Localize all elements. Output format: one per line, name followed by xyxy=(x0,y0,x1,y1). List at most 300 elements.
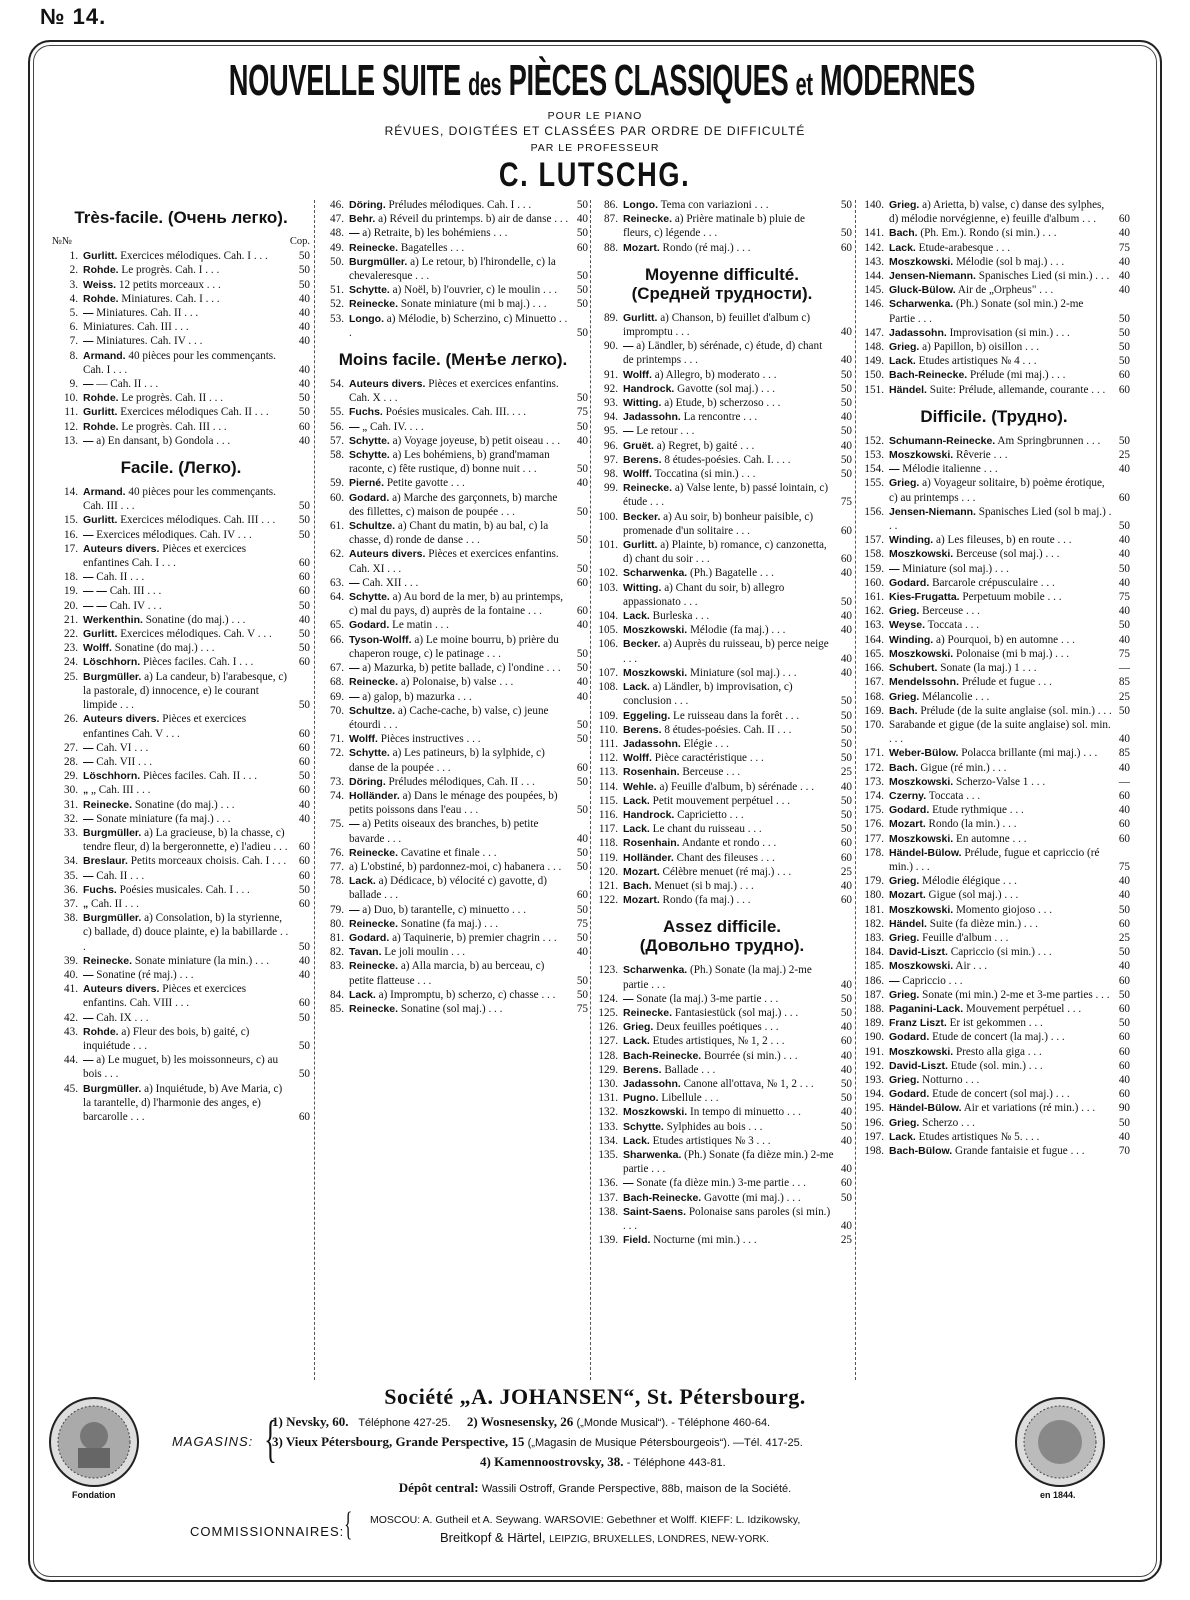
dot-leader: . . . xyxy=(1022,341,1039,354)
dot-leader: . . . xyxy=(889,505,1112,533)
entry-composer: Handrock. xyxy=(623,808,675,821)
dot-leader: . . . xyxy=(1035,676,1052,689)
dot-leader: . . . xyxy=(1047,1031,1065,1044)
entry-body xyxy=(349,618,570,632)
entry-number: 129. xyxy=(598,1063,618,1076)
dot-leader: . . . xyxy=(1080,747,1098,760)
entry-price: 60 xyxy=(298,897,310,910)
entry-composer: Grieg. xyxy=(889,1116,920,1129)
entry-body xyxy=(623,510,834,538)
section-heading xyxy=(52,458,310,477)
entry-price: 50 xyxy=(1118,1116,1130,1129)
entry-composer: — xyxy=(349,903,360,916)
entry-title: Sarabande et gigue (de la suite anglaise) sol. min. xyxy=(889,718,1111,731)
entry-body xyxy=(889,761,1112,775)
catalog-entry xyxy=(318,590,588,618)
entry-price: 50 xyxy=(840,709,852,722)
entry-number: 152. xyxy=(864,434,884,447)
catalog-entry xyxy=(592,1233,852,1247)
entry-number: 128. xyxy=(598,1049,618,1062)
entry-composer: Bach-Reinecke. xyxy=(889,369,968,382)
catalog-entry xyxy=(52,712,310,740)
catalog-entry xyxy=(858,1087,1130,1101)
entry-title: Sonate (la maj.) 1 xyxy=(940,662,1020,675)
entry-title: a) La gracieuse, b) la chasse, c) tendre fleur, d) la bergeronnette, e) l'adieu xyxy=(83,826,285,854)
entry-body xyxy=(83,434,292,448)
dot-leader: . . . xyxy=(432,619,449,632)
entry-composer: — — xyxy=(83,599,107,612)
dot-leader: . . . xyxy=(544,860,562,873)
catalog-entry xyxy=(858,448,1130,462)
entry-composer: Mendelssohn. xyxy=(889,676,960,689)
entry-title: a) Pourquoi, b) en automne xyxy=(936,633,1059,646)
entry-composer: Tyson-Wolff. xyxy=(349,633,412,646)
catalog-entry xyxy=(858,1016,1130,1030)
entry-body xyxy=(623,1233,834,1247)
shop-line xyxy=(272,1434,803,1450)
entry-composer: Longo. xyxy=(623,199,658,211)
entry-title: Air xyxy=(955,960,971,973)
dot-leader: . . . xyxy=(912,860,930,873)
dot-leader: . . . xyxy=(163,727,180,740)
dot-leader: . . . xyxy=(1054,534,1072,547)
dot-leader: . . . xyxy=(270,841,288,854)
dot-leader: . . . xyxy=(202,292,220,305)
entry-composer: — xyxy=(623,992,634,1005)
entry-number: 158. xyxy=(864,548,884,561)
dot-leader: . . . xyxy=(623,652,637,665)
section-heading-line: Moins facile. (Менѣе легко). xyxy=(338,350,568,370)
entry-composer: Saint-Saens. xyxy=(623,1205,687,1218)
section-heading xyxy=(318,350,588,369)
entry-composer: Bach. xyxy=(623,879,652,892)
dot-leader: . . . xyxy=(692,553,710,566)
entry-price: 50 xyxy=(298,770,310,783)
entry-body xyxy=(623,765,834,779)
dot-leader: . . . xyxy=(648,978,666,991)
entry-body xyxy=(83,954,292,968)
entry-title: Pièces faciles. Cah. I xyxy=(142,656,237,669)
entry-price: 40 xyxy=(298,798,310,811)
entry-body xyxy=(83,1053,292,1081)
entry-title: Libellule xyxy=(661,1092,702,1105)
dot-leader: . . . xyxy=(773,453,791,466)
entry-price: 50 xyxy=(840,468,852,481)
entry-body xyxy=(623,808,834,822)
catalog-entry xyxy=(52,584,310,598)
entry-number: 154. xyxy=(864,463,884,476)
catalog-entry xyxy=(52,769,310,783)
entry-composer: Lack. xyxy=(889,241,916,254)
page-title xyxy=(0,56,1190,106)
entry-number: 86. xyxy=(604,199,618,211)
entry-body xyxy=(889,1144,1112,1158)
entry-body xyxy=(623,1034,834,1048)
entry-body xyxy=(83,627,292,641)
entry-price: 75 xyxy=(1118,647,1130,660)
catalog-entry xyxy=(858,604,1130,618)
entry-composer: Lack. xyxy=(623,610,650,623)
entry-number: 111. xyxy=(599,737,618,750)
dot-leader: . . . xyxy=(1092,270,1110,283)
entry-title: a) Les fileuses, b) en route xyxy=(936,534,1055,547)
entry-price: 75 xyxy=(576,917,588,930)
catalog-entry xyxy=(592,339,852,367)
entry-title: Etudes artistiques № 4 xyxy=(918,355,1020,368)
entry-composer: — — xyxy=(83,585,107,598)
entry-title: Exercices mélodiques. Cah. IV xyxy=(96,528,235,541)
entry-composer: Reinecke. xyxy=(623,482,673,495)
entry-number: 130. xyxy=(598,1077,618,1090)
entry-number: 151. xyxy=(864,383,884,396)
entry-number: 78. xyxy=(330,875,344,888)
dot-leader: . . . xyxy=(1036,284,1054,297)
entry-title: Sonatine (do maj.) xyxy=(114,642,198,655)
dot-leader: . . . xyxy=(117,500,135,513)
entry-number: 77. xyxy=(330,860,344,873)
section-heading xyxy=(52,208,310,227)
dot-leader: . . . xyxy=(779,666,797,679)
entry-number: 135. xyxy=(598,1148,618,1161)
shops-label: MAGASINS: xyxy=(172,1434,254,1449)
entry-price: 75 xyxy=(576,406,588,419)
entry-composer: Schytte. xyxy=(349,434,390,447)
entry-composer: Rosenhain. xyxy=(623,766,680,779)
dot-leader: . . . xyxy=(258,514,276,527)
entry-title: Le retour xyxy=(636,425,678,438)
entry-body xyxy=(623,822,834,836)
entry-composer: Godard. xyxy=(349,931,390,944)
entry-number: 110. xyxy=(598,723,618,736)
entry-title: Le progrès. Cah. II xyxy=(121,392,207,405)
entry-price: 60 xyxy=(576,761,588,774)
entry-title: Grande fantaisie et fugue xyxy=(955,1145,1068,1157)
dot-leader: . . . xyxy=(767,1035,785,1048)
entry-number: 49. xyxy=(330,241,344,254)
entry-composer: — xyxy=(83,528,94,541)
dot-leader: . . . xyxy=(789,1177,806,1190)
entry-title: Prélude (mi maj.) xyxy=(970,369,1049,382)
catalog-entry xyxy=(592,836,852,850)
entry-body xyxy=(349,661,570,675)
dot-leader: . . . xyxy=(992,562,1009,575)
catalog-entry xyxy=(592,1020,852,1034)
entry-price: 50 xyxy=(576,270,588,283)
entry-title: Etude de concert (sol maj.) xyxy=(932,1088,1053,1101)
entry-price: 50 xyxy=(576,733,588,746)
catalog-entry xyxy=(52,911,310,954)
entry-body xyxy=(889,462,1112,476)
dot-leader: . . . xyxy=(1022,1130,1040,1143)
entry-body xyxy=(623,467,834,481)
entry-number: 1. xyxy=(69,250,78,263)
entry-body xyxy=(889,945,1112,959)
entry-price: 40 xyxy=(1118,633,1130,646)
entry-body xyxy=(349,590,570,618)
catalog-entry xyxy=(858,1059,1130,1073)
entry-composer: — xyxy=(889,463,900,476)
entry-price: 50 xyxy=(298,628,310,641)
entry-number: 3. xyxy=(69,278,78,291)
entry-body xyxy=(889,1101,1112,1115)
entry-body xyxy=(349,690,570,704)
entry-title: Préludes mélodiques, Cah. II xyxy=(388,775,519,788)
dot-leader: . . . xyxy=(122,897,139,910)
dot-leader: . . . xyxy=(1025,1059,1043,1072)
entry-price: 50 xyxy=(576,392,588,405)
entry-number: 147. xyxy=(864,326,884,339)
entry-composer: Scharwenka. xyxy=(623,964,688,977)
entry-number: 171. xyxy=(864,747,884,760)
entry-title: Mélancolie xyxy=(922,690,973,703)
dot-leader: . . . xyxy=(509,903,527,916)
entry-title: Sonate miniature (fa maj.) xyxy=(96,812,214,825)
entry-body xyxy=(889,283,1112,297)
entry-price: 50 xyxy=(298,1011,310,1024)
entry-body xyxy=(349,283,570,297)
dot-leader: . . . xyxy=(251,250,268,263)
entry-number: 83. xyxy=(330,960,344,973)
entry-number: 82. xyxy=(330,946,344,959)
entry-title: Rondo (fa maj.) xyxy=(662,894,734,907)
dot-leader: . . . xyxy=(484,647,501,660)
entry-composer: Mozart. xyxy=(623,894,660,907)
entry-body xyxy=(83,405,292,419)
catalog-entry xyxy=(318,746,588,774)
entry-title: Capriccio (si min.) xyxy=(950,946,1035,959)
entry-price: 40 xyxy=(840,780,852,793)
entry-title: Polonaise (mi b maj.) xyxy=(955,647,1053,660)
entry-body xyxy=(83,320,292,334)
dot-leader: . . . xyxy=(252,954,270,967)
entry-body xyxy=(623,566,834,580)
catalog-entry xyxy=(592,794,852,808)
entry-price: 50 xyxy=(576,505,588,518)
dot-leader: . . . xyxy=(796,1077,814,1090)
dot-leader: . . . xyxy=(83,926,289,953)
entry-price: 40 xyxy=(840,652,852,665)
entry-body xyxy=(623,382,834,396)
catalog-entry xyxy=(52,897,310,911)
entry-composer: Grieg. xyxy=(889,690,920,703)
entry-body xyxy=(83,655,292,669)
entry-composer: — xyxy=(83,1054,94,1067)
list-column-header xyxy=(52,235,310,249)
entry-title: Prélude et fugue xyxy=(961,676,1036,689)
entry-number: 97. xyxy=(604,453,618,466)
catalog-entry xyxy=(858,931,1130,945)
dot-leader: . . . xyxy=(990,449,1008,462)
entry-title: a) Chanson, b) feuillet d'album c) impromptu xyxy=(623,311,811,339)
entry-price: 60 xyxy=(840,894,852,907)
entry-number: 131. xyxy=(598,1092,618,1105)
entry-composer: — xyxy=(83,968,94,981)
entry-price: 40 xyxy=(576,477,588,490)
entry-body xyxy=(349,945,570,959)
dot-leader: . . . xyxy=(1024,1045,1042,1058)
entry-title: Petite gavotte xyxy=(386,477,449,490)
entry-title: Etude (sol. min.) xyxy=(950,1059,1026,1072)
entry-body xyxy=(623,581,834,609)
entry-title: a) Fleur des bois, b) gaité, c) inquiétude xyxy=(83,1025,250,1052)
dot-leader: . . . xyxy=(384,832,402,845)
dot-leader: . . . xyxy=(1035,903,1053,916)
entry-body xyxy=(889,704,1112,718)
entry-body xyxy=(889,675,1112,689)
entry-title: Fantasiestück (sol maj.) xyxy=(674,1006,782,1019)
entry-body xyxy=(889,269,1112,283)
entry-composer: Witting. xyxy=(623,397,662,410)
catalog-entry xyxy=(592,666,852,680)
dot-leader: . . . xyxy=(758,382,776,395)
dot-leader: . . . xyxy=(671,695,689,708)
catalog-entry xyxy=(52,854,310,868)
entry-composer: Grieg. xyxy=(889,1073,920,1086)
entry-body xyxy=(83,542,292,570)
entry-number: 66. xyxy=(330,633,344,646)
dot-leader: . . . xyxy=(915,312,932,325)
entry-number: 56. xyxy=(330,420,344,433)
entry-price: 60 xyxy=(1118,1031,1130,1044)
entry-price: 60 xyxy=(840,1177,852,1190)
catalog-entry xyxy=(858,590,1130,604)
entry-body xyxy=(623,637,834,665)
entry-number: 164. xyxy=(864,633,884,646)
entry-title: En automne xyxy=(955,832,1010,845)
catalog-entry xyxy=(592,410,852,424)
entry-number: 141. xyxy=(864,227,884,240)
entry-price: 50 xyxy=(840,595,852,608)
entry-number: 11. xyxy=(64,406,78,419)
entry-price: 50 xyxy=(1118,988,1130,1001)
entry-number: 63. xyxy=(330,576,344,589)
entry-composer: Bach-Reinecke. xyxy=(623,1049,702,1062)
entry-body xyxy=(83,278,292,292)
entry-price: 50 xyxy=(576,931,588,944)
catalog-entry xyxy=(592,609,852,623)
entry-composer: — xyxy=(889,974,900,987)
medal-caption-right: en 1844. xyxy=(1040,1490,1076,1500)
dot-leader: . . . xyxy=(761,1021,779,1034)
entry-body xyxy=(889,988,1112,1002)
entry-price: 50 xyxy=(298,642,310,655)
dot-leader: . . . xyxy=(780,1049,798,1062)
entry-composer: Tavan. xyxy=(349,946,382,959)
entry-composer: Wolff. xyxy=(349,733,378,746)
entry-number: 161. xyxy=(864,591,884,604)
entry-title: Sonate (la maj.) 3-me partie xyxy=(636,992,762,1005)
dot-leader: . . . xyxy=(1052,1088,1070,1101)
dot-leader: . . . xyxy=(209,420,227,433)
catalog-entry xyxy=(592,808,852,822)
entry-composer: — xyxy=(349,662,360,675)
commissionaire-name: Breitkopf & Härtel, xyxy=(440,1530,546,1545)
entry-number: 174. xyxy=(864,789,884,802)
entry-number: 176. xyxy=(864,818,884,831)
entry-number: 93. xyxy=(604,397,618,410)
entry-composer: Auteurs divers. xyxy=(349,378,426,391)
entry-number: 139. xyxy=(598,1234,618,1247)
entry-price: 60 xyxy=(298,1110,310,1123)
entry-composer: Moszkowski. xyxy=(889,1045,954,1058)
entry-title: Sonate (fa dièze min.) 3-me partie xyxy=(636,1177,790,1190)
entry-number: 28. xyxy=(64,755,78,768)
section-heading-line: Difficile. (Трудно). xyxy=(920,406,1068,426)
catalog-entry xyxy=(52,1025,310,1053)
author-text: C. LUTSCHG. xyxy=(499,156,691,194)
shop-info: - Téléphone 443-81. xyxy=(626,1457,726,1469)
dot-leader: . . . xyxy=(1053,326,1070,339)
entry-composer: Döring. xyxy=(349,775,386,788)
entry-composer: Breslaur. xyxy=(83,855,128,868)
entry-body xyxy=(623,780,834,794)
entry-composer: Händel-Bülow. xyxy=(889,1102,962,1115)
entry-composer: Armand. xyxy=(83,349,126,362)
entry-price: 60 xyxy=(576,605,588,618)
entry-title: Le progrès. Cah. III xyxy=(121,420,210,433)
catalog-entry xyxy=(858,1073,1130,1087)
catalog-entry xyxy=(592,893,852,907)
dot-leader: . . . xyxy=(753,1134,771,1147)
entry-body xyxy=(83,391,292,405)
entry-number: 119. xyxy=(598,851,618,864)
entry-composer: Reinecke. xyxy=(349,241,399,254)
entry-price: 40 xyxy=(840,1063,852,1076)
entry-body xyxy=(349,420,570,434)
entry-title: a) Plainte, b) romance, c) canzonetta, d) chant du soir xyxy=(623,539,827,566)
entry-price: 50 xyxy=(840,1006,852,1019)
dot-leader: . . . xyxy=(1009,832,1027,845)
entry-number: 7. xyxy=(69,335,78,348)
entry-composer: Gluck-Bülow. xyxy=(889,284,956,297)
entry-composer: Wehle. xyxy=(623,780,657,793)
entry-price: 50 xyxy=(576,534,588,547)
entry-title: a) Arietta, b) valse, c) danse des sylphes, d) mélodie norvégienne, e) feuille d'album xyxy=(889,199,1105,226)
catalog-entry xyxy=(858,633,1130,647)
entry-number: 155. xyxy=(864,477,884,490)
catalog-column-2 xyxy=(318,198,588,1388)
entry-price: 50 xyxy=(840,425,852,438)
entry-title: a) Le muguet, b) les moissonneurs, c) au bois xyxy=(83,1054,279,1081)
catalog-entry xyxy=(52,405,310,419)
entry-composer: Weyse. xyxy=(889,619,925,632)
entry-title: Polonaise sans paroles (si min.) xyxy=(688,1205,831,1218)
entry-price: 75 xyxy=(1118,241,1130,254)
entry-number: 188. xyxy=(864,1002,884,1015)
entry-body xyxy=(623,1063,834,1077)
entry-title: Gigue (sol maj.) xyxy=(928,889,1002,902)
entry-body xyxy=(889,1087,1112,1101)
catalog-entry xyxy=(318,576,588,590)
entry-title: a) Cache-cache, b) valse, c) jeune étourdi xyxy=(349,704,549,731)
entry-title: a) Les bohémiens, b) grand'maman raconte, c) fête rustique, d) bonne nuit xyxy=(349,449,550,476)
entry-title: Deux feuilles poétiques xyxy=(656,1021,762,1034)
dot-leader: . . . xyxy=(1095,704,1112,717)
catalog-entry xyxy=(592,1105,852,1119)
entry-title: Bagatelles xyxy=(400,241,448,254)
entry-price: 50 xyxy=(840,752,852,765)
catalog-entry xyxy=(318,226,588,240)
entry-composer: „ xyxy=(83,784,89,797)
entry-price: 40 xyxy=(298,335,310,348)
entry-body xyxy=(889,1130,1112,1144)
entry-composer: Gurlitt. xyxy=(623,311,658,324)
dot-leader: . . . xyxy=(127,869,145,882)
dot-leader: . . . xyxy=(1092,988,1110,1001)
entry-composer: Reinecke. xyxy=(349,1002,399,1015)
entry-composer: Lack. xyxy=(623,794,650,807)
entry-title: Feuille d'album xyxy=(922,931,992,944)
